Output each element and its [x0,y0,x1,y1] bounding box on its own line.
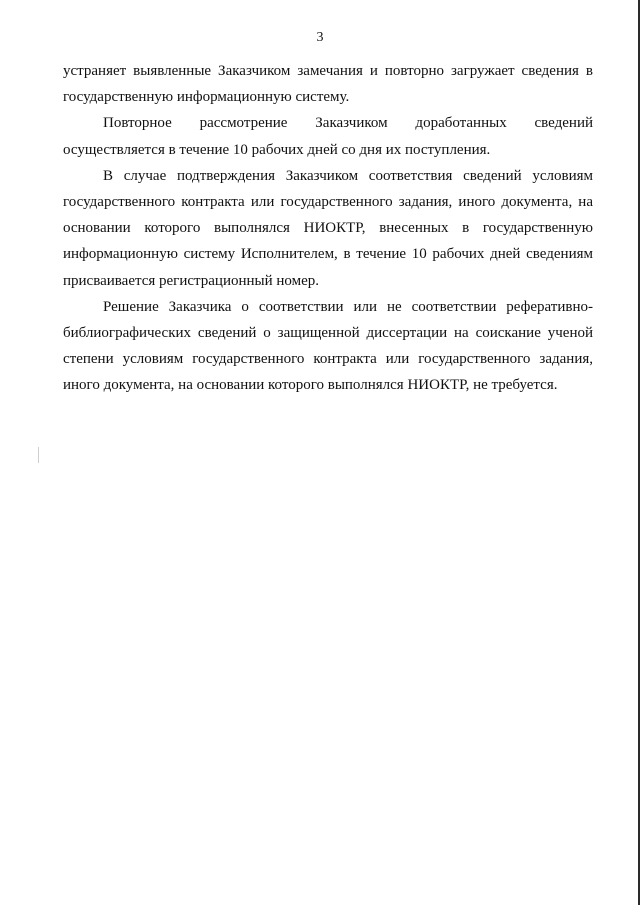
paragraph-continuation: устраняет выявленные Заказчиком замечания и повторно загружает сведения в государственную информационную систему. [63,63,593,106]
document-body [63,58,593,399]
page-number: 3 [316,30,324,45]
paragraph-registration: В случае подтверждения Заказчиком соответствия сведений условиям государственного контракта или государственного задания, иного документа, на основании которого выполнялся НИОКТР, внесенных в государственную информационную систему Исполнителем, в течение 10 рабочих дней сведениям присваивается регистрационный номер. [63,167,593,289]
paragraph-dissertation-decision: Решение Заказчика о соответствии или не соответствии реферативно-библиографических сведений о защищенной диссертации на соискание ученой степени условиям государственного контракта или государственного задания, иного документа, на основании которого выполнялся НИОКТР, не требуется. [63,298,593,394]
paragraph-repeat-review: Повторное рассмотрение Заказчиком доработанных сведений осуществляется в течение 10 рабочих дней со дня их поступления. [63,115,593,158]
scan-artifact [38,447,39,463]
